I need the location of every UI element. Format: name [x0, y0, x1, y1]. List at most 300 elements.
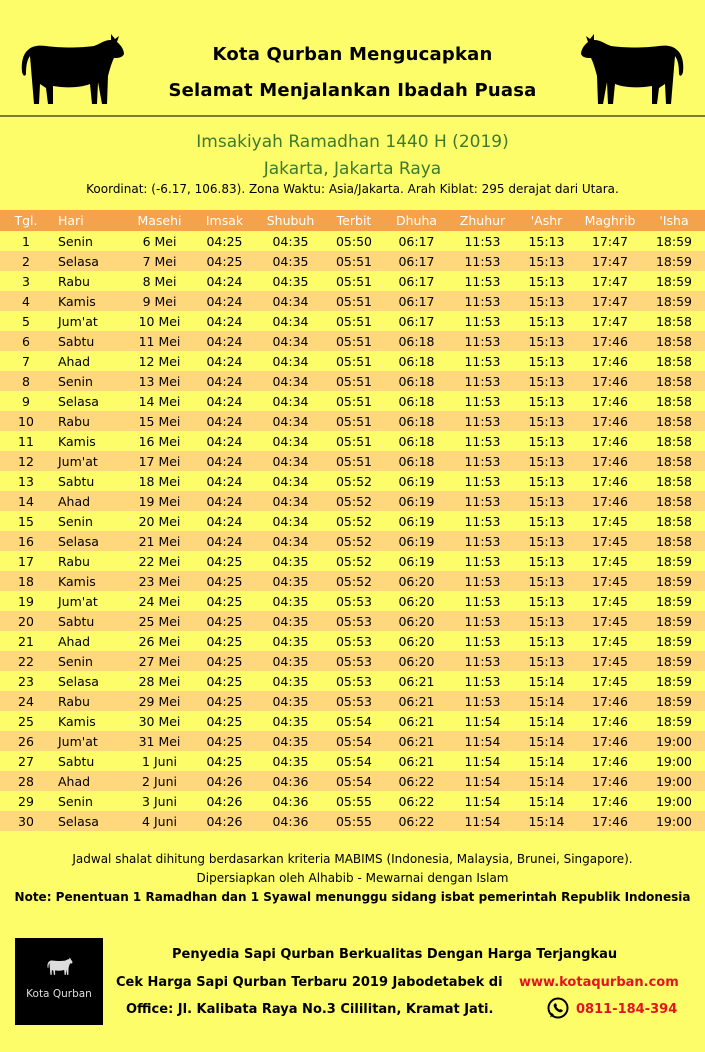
cell-imsak: 04:24 [192, 351, 257, 371]
cell-imsak: 04:24 [192, 471, 257, 491]
cell-shubuh: 04:35 [257, 591, 324, 611]
cell-zhuhur: 11:53 [449, 531, 516, 551]
cell-maghrib: 17:46 [577, 331, 643, 351]
cell-ashr: 15:13 [516, 351, 577, 371]
cell-hari: Ahad [52, 631, 127, 651]
cell-tgl: 2 [0, 251, 52, 271]
cell-zhuhur: 11:53 [449, 271, 516, 291]
cell-hari: Senin [52, 651, 127, 671]
cell-zhuhur: 11:53 [449, 351, 516, 371]
cell-ashr: 15:14 [516, 811, 577, 831]
cell-maghrib: 17:47 [577, 311, 643, 331]
cell-maghrib: 17:46 [577, 791, 643, 811]
note-prepared-by: Dipersiapkan oleh Alhabib - Mewarnai dengan Islam [196, 871, 509, 885]
table-row [0, 611, 705, 631]
cell-terbit: 05:51 [324, 291, 384, 311]
cell-masehi: 17 Mei [127, 451, 192, 471]
cell-dhuha: 06:20 [384, 611, 449, 631]
cell-shubuh: 04:35 [257, 271, 324, 291]
cell-shubuh: 04:34 [257, 351, 324, 371]
cell-dhuha: 06:19 [384, 531, 449, 551]
cell-zhuhur: 11:53 [449, 611, 516, 631]
cell-terbit: 05:52 [324, 531, 384, 551]
cell-masehi: 25 Mei [127, 611, 192, 631]
cell-tgl: 15 [0, 511, 52, 531]
cell-zhuhur: 11:53 [449, 251, 516, 271]
cell-imsak: 04:26 [192, 811, 257, 831]
cell-hari: Kamis [52, 711, 127, 731]
cell-zhuhur: 11:53 [449, 631, 516, 651]
cell-isha: 18:59 [643, 251, 705, 271]
cell-terbit: 05:52 [324, 551, 384, 571]
cell-imsak: 04:25 [192, 551, 257, 571]
col-masehi: Masehi [127, 210, 192, 231]
cell-shubuh: 04:35 [257, 711, 324, 731]
cell-ashr: 15:13 [516, 591, 577, 611]
cell-maghrib: 17:45 [577, 611, 643, 631]
cell-shubuh: 04:34 [257, 311, 324, 331]
cell-tgl: 20 [0, 611, 52, 631]
cell-masehi: 22 Mei [127, 551, 192, 571]
table-row [0, 811, 705, 831]
cell-hari: Sabtu [52, 331, 127, 351]
cell-maghrib: 17:45 [577, 551, 643, 571]
cell-isha: 18:59 [643, 691, 705, 711]
cell-imsak: 04:26 [192, 771, 257, 791]
cell-maghrib: 17:47 [577, 271, 643, 291]
col-ashr: 'Ashr [516, 210, 577, 231]
cell-isha: 19:00 [643, 751, 705, 771]
cell-terbit: 05:51 [324, 411, 384, 431]
cell-maghrib: 17:45 [577, 571, 643, 591]
cell-masehi: 30 Mei [127, 711, 192, 731]
cell-shubuh: 04:34 [257, 431, 324, 451]
header-line-1: Kota Qurban Mengucapkan [212, 44, 493, 65]
cell-imsak: 04:25 [192, 611, 257, 631]
cell-zhuhur: 11:53 [449, 491, 516, 511]
cell-terbit: 05:51 [324, 371, 384, 391]
cell-isha: 19:00 [643, 731, 705, 751]
cell-ashr: 15:14 [516, 751, 577, 771]
cell-zhuhur: 11:54 [449, 771, 516, 791]
cell-ashr: 15:13 [516, 631, 577, 651]
cell-imsak: 04:25 [192, 571, 257, 591]
cell-imsak: 04:25 [192, 671, 257, 691]
cell-terbit: 05:52 [324, 471, 384, 491]
cell-imsak: 04:25 [192, 591, 257, 611]
cell-hari: Rabu [52, 691, 127, 711]
table-row [0, 491, 705, 511]
cell-zhuhur: 11:54 [449, 791, 516, 811]
cell-shubuh: 04:35 [257, 731, 324, 751]
cell-maghrib: 17:46 [577, 731, 643, 751]
cell-terbit: 05:52 [324, 491, 384, 511]
table-row [0, 591, 705, 611]
cell-masehi: 15 Mei [127, 411, 192, 431]
logo [15, 938, 103, 1025]
cell-zhuhur: 11:53 [449, 691, 516, 711]
cell-dhuha: 06:20 [384, 571, 449, 591]
cell-isha: 18:58 [643, 311, 705, 331]
cell-imsak: 04:24 [192, 411, 257, 431]
cell-ashr: 15:13 [516, 331, 577, 351]
cell-tgl: 26 [0, 731, 52, 751]
cell-imsak: 04:25 [192, 731, 257, 751]
table-row [0, 731, 705, 751]
cell-tgl: 17 [0, 551, 52, 571]
cell-imsak: 04:24 [192, 451, 257, 471]
cell-maghrib: 17:45 [577, 671, 643, 691]
cell-ashr: 15:13 [516, 551, 577, 571]
cell-imsak: 04:24 [192, 311, 257, 331]
cell-isha: 18:58 [643, 431, 705, 451]
cell-ashr: 15:13 [516, 451, 577, 471]
cell-tgl: 4 [0, 291, 52, 311]
cell-ashr: 15:13 [516, 371, 577, 391]
col-tgl: Tgl. [0, 210, 52, 231]
cell-zhuhur: 11:53 [449, 411, 516, 431]
cell-shubuh: 04:34 [257, 391, 324, 411]
cell-hari: Rabu [52, 271, 127, 291]
cell-masehi: 19 Mei [127, 491, 192, 511]
cell-dhuha: 06:17 [384, 251, 449, 271]
cell-zhuhur: 11:53 [449, 291, 516, 311]
cell-ashr: 15:14 [516, 671, 577, 691]
cell-isha: 18:59 [643, 571, 705, 591]
cell-dhuha: 06:20 [384, 651, 449, 671]
note-criteria: Jadwal shalat dihitung berdasarkan kriteria MABIMS (Indonesia, Malaysia, Brunei, Singapore). [72, 852, 633, 866]
cell-dhuha: 06:21 [384, 711, 449, 731]
table-row [0, 711, 705, 731]
cell-isha: 18:58 [643, 511, 705, 531]
cell-imsak: 04:24 [192, 531, 257, 551]
cell-zhuhur: 11:53 [449, 391, 516, 411]
cell-shubuh: 04:35 [257, 631, 324, 651]
table-row [0, 511, 705, 531]
cell-maghrib: 17:47 [577, 291, 643, 311]
cell-dhuha: 06:18 [384, 331, 449, 351]
cell-isha: 18:59 [643, 591, 705, 611]
footer-address: Office: Jl. Kalibata Raya No.3 Cililitan, Kramat Jati. [126, 1002, 494, 1017]
cell-ashr: 15:13 [516, 611, 577, 631]
website-link[interactable]: www.kotaqurban.com [519, 975, 679, 990]
cell-shubuh: 04:35 [257, 231, 324, 251]
cell-tgl: 5 [0, 311, 52, 331]
cell-dhuha: 06:20 [384, 591, 449, 611]
cell-tgl: 3 [0, 271, 52, 291]
cell-shubuh: 04:34 [257, 331, 324, 351]
cell-maghrib: 17:46 [577, 691, 643, 711]
cell-terbit: 05:54 [324, 751, 384, 771]
cell-imsak: 04:24 [192, 491, 257, 511]
cell-hari: Selasa [52, 251, 127, 271]
cell-isha: 18:59 [643, 271, 705, 291]
cell-imsak: 04:25 [192, 751, 257, 771]
cell-ashr: 15:13 [516, 511, 577, 531]
cell-masehi: 29 Mei [127, 691, 192, 711]
cell-maghrib: 17:46 [577, 471, 643, 491]
table-row [0, 771, 705, 791]
divider [0, 115, 705, 117]
cell-maghrib: 17:46 [577, 771, 643, 791]
cell-terbit: 05:53 [324, 651, 384, 671]
cell-tgl: 14 [0, 491, 52, 511]
cell-tgl: 13 [0, 471, 52, 491]
cell-shubuh: 04:34 [257, 531, 324, 551]
cell-maghrib: 17:46 [577, 751, 643, 771]
table-row [0, 411, 705, 431]
cell-ashr: 15:14 [516, 711, 577, 731]
cell-masehi: 13 Mei [127, 371, 192, 391]
note-isbat: Note: Penentuan 1 Ramadhan dan 1 Syawal menunggu sidang isbat pemerintah Republik Indonesia [14, 890, 691, 904]
cell-hari: Rabu [52, 551, 127, 571]
cell-zhuhur: 11:53 [449, 331, 516, 351]
cell-dhuha: 06:19 [384, 491, 449, 511]
cell-maghrib: 17:45 [577, 631, 643, 651]
table-row [0, 571, 705, 591]
cell-masehi: 1 Juni [127, 751, 192, 771]
cell-zhuhur: 11:53 [449, 511, 516, 531]
cell-ashr: 15:13 [516, 471, 577, 491]
cell-isha: 18:58 [643, 531, 705, 551]
table-row [0, 551, 705, 571]
cell-hari: Senin [52, 511, 127, 531]
cell-dhuha: 06:18 [384, 351, 449, 371]
cell-tgl: 12 [0, 451, 52, 471]
cell-shubuh: 04:34 [257, 291, 324, 311]
cell-isha: 18:58 [643, 391, 705, 411]
cell-zhuhur: 11:53 [449, 451, 516, 471]
cell-imsak: 04:24 [192, 511, 257, 531]
cell-hari: Selasa [52, 391, 127, 411]
cell-imsak: 04:24 [192, 391, 257, 411]
cell-hari: Senin [52, 791, 127, 811]
cell-dhuha: 06:18 [384, 391, 449, 411]
cell-zhuhur: 11:54 [449, 751, 516, 771]
cell-terbit: 05:51 [324, 311, 384, 331]
table-row [0, 631, 705, 651]
cell-terbit: 05:51 [324, 391, 384, 411]
cell-terbit: 05:52 [324, 511, 384, 531]
cell-shubuh: 04:35 [257, 691, 324, 711]
cell-dhuha: 06:17 [384, 311, 449, 331]
cell-tgl: 19 [0, 591, 52, 611]
cell-maghrib: 17:46 [577, 711, 643, 731]
cell-hari: Jum'at [52, 591, 127, 611]
cell-dhuha: 06:20 [384, 631, 449, 651]
cell-dhuha: 06:22 [384, 811, 449, 831]
cell-dhuha: 06:19 [384, 511, 449, 531]
cell-shubuh: 04:35 [257, 671, 324, 691]
cell-hari: Ahad [52, 771, 127, 791]
cell-tgl: 1 [0, 231, 52, 251]
cell-tgl: 21 [0, 631, 52, 651]
cell-terbit: 05:52 [324, 571, 384, 591]
notes [0, 850, 705, 907]
cow-icon [47, 956, 73, 976]
cell-terbit: 05:51 [324, 271, 384, 291]
cell-maghrib: 17:46 [577, 491, 643, 511]
cell-masehi: 10 Mei [127, 311, 192, 331]
cell-terbit: 05:51 [324, 431, 384, 451]
cell-hari: Selasa [52, 811, 127, 831]
phone-number[interactable]: 0811-184-394 [576, 1002, 678, 1017]
table-row [0, 331, 705, 351]
cell-terbit: 05:54 [324, 711, 384, 731]
cell-tgl: 22 [0, 651, 52, 671]
cell-zhuhur: 11:53 [449, 651, 516, 671]
cell-maghrib: 17:46 [577, 391, 643, 411]
cell-masehi: 24 Mei [127, 591, 192, 611]
cell-terbit: 05:51 [324, 351, 384, 371]
cell-ashr: 15:13 [516, 291, 577, 311]
cell-shubuh: 04:35 [257, 751, 324, 771]
cell-zhuhur: 11:54 [449, 811, 516, 831]
cell-isha: 18:58 [643, 411, 705, 431]
cell-dhuha: 06:21 [384, 691, 449, 711]
cell-dhuha: 06:19 [384, 471, 449, 491]
cell-masehi: 18 Mei [127, 471, 192, 491]
cell-ashr: 15:13 [516, 271, 577, 291]
cell-isha: 18:59 [643, 611, 705, 631]
cell-ashr: 15:13 [516, 251, 577, 271]
cell-terbit: 05:53 [324, 691, 384, 711]
cell-ashr: 15:14 [516, 731, 577, 751]
table-row [0, 791, 705, 811]
cell-masehi: 7 Mei [127, 251, 192, 271]
cell-isha: 18:59 [643, 291, 705, 311]
cell-shubuh: 04:36 [257, 771, 324, 791]
col-dhuha: Dhuha [384, 210, 449, 231]
cell-imsak: 04:26 [192, 791, 257, 811]
cell-tgl: 6 [0, 331, 52, 351]
cell-tgl: 7 [0, 351, 52, 371]
cell-hari: Sabtu [52, 751, 127, 771]
cell-hari: Senin [52, 231, 127, 251]
cell-hari: Ahad [52, 351, 127, 371]
logo-text: Kota Qurban [26, 988, 92, 1000]
cell-masehi: 26 Mei [127, 631, 192, 651]
cell-zhuhur: 11:53 [449, 431, 516, 451]
cell-shubuh: 04:34 [257, 451, 324, 471]
cell-masehi: 6 Mei [127, 231, 192, 251]
cell-masehi: 28 Mei [127, 671, 192, 691]
cell-shubuh: 04:34 [257, 371, 324, 391]
table-header-row [0, 210, 705, 231]
cell-maghrib: 17:47 [577, 251, 643, 271]
cell-dhuha: 06:17 [384, 271, 449, 291]
cell-shubuh: 04:36 [257, 811, 324, 831]
table-row [0, 531, 705, 551]
cell-zhuhur: 11:53 [449, 471, 516, 491]
cell-imsak: 04:24 [192, 431, 257, 451]
table-row [0, 751, 705, 771]
cell-terbit: 05:54 [324, 771, 384, 791]
cell-hari: Sabtu [52, 471, 127, 491]
cell-hari: Jum'at [52, 311, 127, 331]
cell-ashr: 15:13 [516, 651, 577, 671]
cell-terbit: 05:51 [324, 331, 384, 351]
cell-dhuha: 06:21 [384, 671, 449, 691]
cell-hari: Kamis [52, 431, 127, 451]
cell-ashr: 15:13 [516, 231, 577, 251]
schedule-table [0, 210, 705, 831]
cell-masehi: 11 Mei [127, 331, 192, 351]
cell-dhuha: 06:21 [384, 751, 449, 771]
cell-maghrib: 17:46 [577, 451, 643, 471]
cell-isha: 18:59 [643, 551, 705, 571]
cell-ashr: 15:13 [516, 311, 577, 331]
cell-tgl: 30 [0, 811, 52, 831]
cell-zhuhur: 11:53 [449, 371, 516, 391]
table-row [0, 291, 705, 311]
cell-tgl: 16 [0, 531, 52, 551]
cell-isha: 18:58 [643, 451, 705, 471]
header-line-2: Selamat Menjalankan Ibadah Puasa [168, 80, 537, 101]
table-row [0, 371, 705, 391]
cell-maghrib: 17:46 [577, 351, 643, 371]
cell-zhuhur: 11:54 [449, 731, 516, 751]
page-header [0, 0, 705, 115]
whatsapp-icon [546, 996, 570, 1020]
cell-imsak: 04:24 [192, 331, 257, 351]
cell-dhuha: 06:22 [384, 771, 449, 791]
table-row [0, 231, 705, 251]
cell-hari: Senin [52, 371, 127, 391]
table-row [0, 351, 705, 371]
cell-maghrib: 17:46 [577, 431, 643, 451]
cell-zhuhur: 11:53 [449, 311, 516, 331]
cell-terbit: 05:53 [324, 671, 384, 691]
cell-imsak: 04:25 [192, 251, 257, 271]
cell-imsak: 04:25 [192, 631, 257, 651]
cell-masehi: 31 Mei [127, 731, 192, 751]
cell-hari: Sabtu [52, 611, 127, 631]
table-row [0, 451, 705, 471]
table-row [0, 691, 705, 711]
cell-isha: 18:58 [643, 491, 705, 511]
cell-masehi: 21 Mei [127, 531, 192, 551]
cell-isha: 19:00 [643, 811, 705, 831]
table-row [0, 311, 705, 331]
cell-shubuh: 04:34 [257, 471, 324, 491]
cell-shubuh: 04:35 [257, 571, 324, 591]
cell-dhuha: 06:18 [384, 431, 449, 451]
cell-tgl: 10 [0, 411, 52, 431]
cell-zhuhur: 11:53 [449, 571, 516, 591]
cell-maghrib: 17:46 [577, 811, 643, 831]
cell-hari: Rabu [52, 411, 127, 431]
cell-terbit: 05:55 [324, 791, 384, 811]
cell-tgl: 25 [0, 711, 52, 731]
cell-zhuhur: 11:53 [449, 231, 516, 251]
cell-isha: 18:59 [643, 651, 705, 671]
cell-dhuha: 06:17 [384, 231, 449, 251]
cell-shubuh: 04:35 [257, 551, 324, 571]
cell-tgl: 11 [0, 431, 52, 451]
cell-dhuha: 06:17 [384, 291, 449, 311]
cell-tgl: 18 [0, 571, 52, 591]
cell-terbit: 05:55 [324, 811, 384, 831]
cell-isha: 18:58 [643, 371, 705, 391]
cell-maghrib: 17:45 [577, 591, 643, 611]
cell-dhuha: 06:18 [384, 371, 449, 391]
cell-hari: Kamis [52, 291, 127, 311]
cell-dhuha: 06:18 [384, 411, 449, 431]
table-row [0, 471, 705, 491]
cell-imsak: 04:24 [192, 291, 257, 311]
col-terbit: Terbit [324, 210, 384, 231]
